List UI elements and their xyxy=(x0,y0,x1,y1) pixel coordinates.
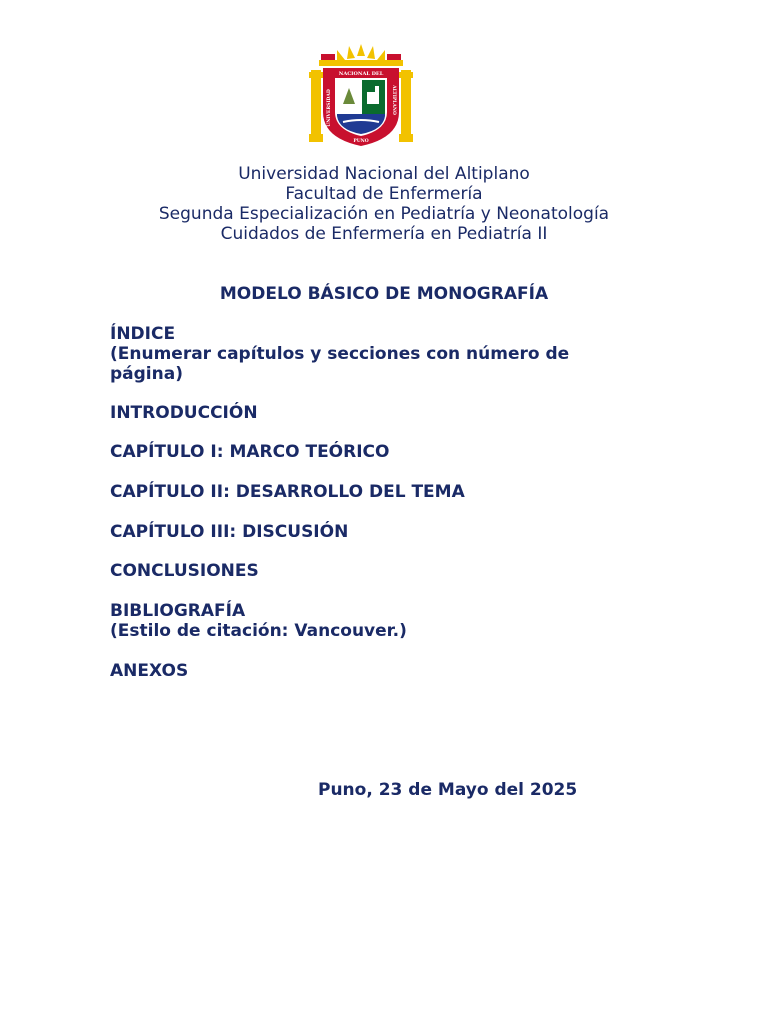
section-capitulo-3: CAPÍTULO III: DISCUSIÓN xyxy=(110,522,349,542)
place-and-date: Puno, 23 de Mayo del 2025 xyxy=(318,780,578,800)
seal-ring-text-right: ALTIPLANO xyxy=(391,85,396,115)
university-seal-logo xyxy=(309,42,413,148)
section-indice-note-line2: página) xyxy=(110,364,183,384)
university-name: Universidad Nacional del Altiplano xyxy=(238,164,530,184)
section-bibliografia-note: (Estilo de citación: Vancouver.) xyxy=(110,621,407,641)
section-anexos: ANEXOS xyxy=(110,661,189,681)
seal-ring-text-bottom: PUNO xyxy=(353,139,369,144)
section-conclusiones: CONCLUSIONES xyxy=(110,561,259,581)
section-bibliografia xyxy=(110,601,630,641)
specialization-name: Segunda Especialización en Pediatría y Neonatología xyxy=(158,204,610,224)
section-indice-heading: ÍNDICE xyxy=(110,324,176,344)
seal-ring-text-top: NACIONAL DEL xyxy=(338,71,384,77)
course-name: Cuidados de Enfermería en Pediatría II xyxy=(220,224,548,244)
seal-ring-text-left: UNIVERSIDAD xyxy=(327,89,332,127)
section-capitulo-2: CAPÍTULO II: DESARROLLO DEL TEMA xyxy=(110,482,465,502)
section-indice-note-line1: (Enumerar capítulos y secciones con número de xyxy=(110,344,570,364)
section-capitulo-1: CAPÍTULO I: MARCO TEÓRICO xyxy=(110,442,390,462)
seal-crest-decoration xyxy=(319,44,403,66)
section-bibliografia-heading: BIBLIOGRAFÍA xyxy=(110,601,246,621)
section-indice xyxy=(110,324,630,384)
section-introduccion: INTRODUCCIÓN xyxy=(110,403,258,423)
institution-header xyxy=(0,164,768,244)
document-title: MODELO BÁSICO DE MONOGRAFÍA xyxy=(219,284,549,304)
faculty-name: Facultad de Enfermería xyxy=(285,184,483,204)
